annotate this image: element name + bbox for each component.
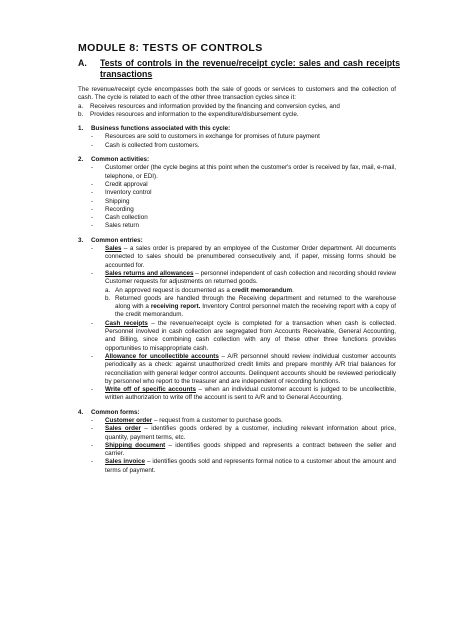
- section-2-number: 2.: [78, 156, 84, 164]
- section-3-number: 3.: [78, 236, 84, 244]
- list-item-text: Customer order (the cycle begins at this point when the customer's order is received by fax, mail, e-mail, telephone, or EDI).: [105, 164, 396, 180]
- section-a-letter: A.: [78, 58, 87, 68]
- section-2-heading-row: [78, 156, 396, 164]
- dash-marker: -: [91, 222, 94, 230]
- section-2-heading: Common activities:: [91, 156, 150, 164]
- list-item: [78, 198, 396, 206]
- dash-marker: -: [91, 197, 94, 205]
- entry-term: Sales returns and allowances: [105, 269, 194, 277]
- dash-marker: -: [91, 352, 94, 360]
- entry-text: [105, 353, 396, 386]
- list-item-text: Resources are sold to customers in exchange for promises of future payment: [105, 133, 320, 141]
- sub-item-bold-term: credit memorandum: [231, 286, 293, 294]
- list-item: [78, 133, 396, 141]
- form-term: Customer order: [105, 416, 153, 424]
- module-title: MODULE 8: TESTS OF CONTROLS: [78, 42, 263, 54]
- form-item-text: [105, 425, 396, 442]
- section-3-heading-row: [78, 237, 396, 245]
- form-description: – identifies goods ordered by a customer, including relevant information about price, quantity, payment terms, etc.: [105, 425, 396, 441]
- sub-item-marker: b.: [105, 294, 111, 302]
- form-term: Sales order: [105, 425, 141, 433]
- section-1-heading-row: [78, 125, 396, 133]
- entry-description: – personnel independent of cash collection and recording should review Customer requests for adjustments on returned goods.: [105, 269, 396, 286]
- list-item: [78, 222, 396, 230]
- sub-item-text-part: .: [292, 286, 294, 294]
- dash-marker: -: [91, 458, 94, 466]
- section-4-number: 4.: [78, 408, 84, 416]
- sub-item-text-part: Inventory Control personnel match the receiving report with a copy of the credit memorandum.: [115, 303, 397, 319]
- dash-marker: -: [91, 141, 94, 149]
- document-body: [78, 86, 396, 475]
- form-description: – identifies goods shipped and represents a contract between the seller and carrier.: [105, 441, 396, 458]
- list-item: [78, 206, 396, 214]
- form-description: – request from a customer to purchase goods.: [152, 416, 283, 424]
- section-4-heading: Common forms:: [91, 408, 140, 416]
- form-item: [78, 417, 396, 425]
- list-item-text: Recording: [105, 205, 134, 213]
- sub-item-text: [115, 287, 396, 295]
- sub-item-text-part: Returned goods are handled through the Receiving department and returned to the warehouse along with a: [115, 294, 396, 311]
- list-item: [78, 142, 396, 150]
- entry-term: Cash receipts: [105, 319, 148, 327]
- intro-item-text: Receives resources and information provided by the financing and conversion cycles, and: [90, 102, 340, 110]
- entry-write-off: [78, 386, 396, 403]
- form-term: Shipping document: [105, 441, 166, 449]
- sub-item: [78, 287, 396, 295]
- sub-item: [78, 295, 396, 320]
- list-item: [78, 214, 396, 222]
- dash-marker: -: [91, 214, 94, 222]
- intro-item: [78, 111, 396, 119]
- section-1-number: 1.: [78, 125, 84, 133]
- intro-item: [78, 103, 396, 111]
- sub-item-marker: a.: [105, 286, 111, 294]
- form-description: – identifies goods sold and represents formal notice to a customer about the amount and terms of payment.: [105, 458, 397, 474]
- dash-marker: -: [91, 189, 94, 197]
- entry-term: Sales: [105, 245, 122, 253]
- section-4-heading-row: [78, 409, 396, 417]
- entry-allowance: [78, 353, 396, 386]
- list-item: [78, 189, 396, 197]
- form-item-text: [105, 417, 396, 425]
- form-term: Sales invoice: [105, 458, 146, 466]
- dash-marker: -: [91, 245, 94, 253]
- list-item-text: Cash is collected from customers.: [105, 141, 200, 149]
- list-item-text: Inventory control: [105, 189, 152, 197]
- entry-sales-returns: [78, 270, 396, 287]
- dash-marker: -: [91, 133, 94, 141]
- list-item-text: Sales return: [105, 222, 139, 230]
- form-item-text: [105, 458, 396, 475]
- dash-marker: -: [91, 386, 94, 394]
- dash-marker: -: [91, 180, 94, 188]
- entry-sales: [78, 245, 396, 270]
- entry-text: [105, 320, 396, 353]
- dash-marker: -: [91, 425, 94, 433]
- dash-marker: -: [91, 164, 94, 172]
- intro-item-marker: b.: [78, 110, 84, 118]
- list-item: [78, 181, 396, 189]
- entry-description: – when an individual customer account is judged to be uncollectible, written authorization to write off the account is sent to A/R and to General Accounting.: [105, 386, 396, 402]
- section-3-heading: Common entries:: [91, 236, 143, 244]
- form-item: [78, 425, 396, 442]
- entry-description: – A/R personnel should review individual customer accounts periodically as a check: against unauthorized credit limits and prepare monthly A/R trial balances for reconciliation with general ledger control accounts. Delinquent accounts should be reviewed periodically by personnel who report to the treasurer and are independent of recording functions.: [105, 352, 396, 385]
- entry-term: Write off of specific accounts: [105, 386, 196, 394]
- list-item: [78, 164, 396, 181]
- sub-item-text: [115, 295, 396, 320]
- form-item: [78, 442, 396, 459]
- section-1-heading: Business functions associated with this cycle:: [91, 125, 231, 133]
- entry-description: – the revenue/receipt cycle is completed for a transaction when cash is collected. Personnel involved in cash collection are segregated from Accounts Receivable, General Accounting, and Billing, since combining cash collection with any of these other three functions provides opportunities to misappropriate cash.: [105, 319, 396, 352]
- intro-paragraph: The revenue/receipt cycle encompasses both the sale of goods or services to customers and the collection of cash. The cycle is related to each of the other three transaction cycles since it:: [78, 86, 396, 102]
- list-item-text: Shipping: [105, 197, 130, 205]
- entry-text: [105, 386, 396, 403]
- section-a-heading: Tests of controls in the revenue/receipt cycle: sales and cash receipts transactions: [100, 58, 400, 79]
- dash-marker: -: [91, 416, 94, 424]
- entry-term: Allowance for uncollectible accounts: [105, 352, 219, 360]
- form-item-text: [105, 442, 396, 459]
- intro-item-text: Provides resources and information to the expenditure/disbursement cycle.: [90, 110, 299, 118]
- dash-marker: -: [91, 205, 94, 213]
- sub-item-text-part: An approved request is documented as a: [115, 286, 232, 294]
- entry-description: – a sales order is prepared by an employee of the Customer Order department. All documents connected to sales should be prenumbered consecutively and, if paper, missing forms should be accounted for.: [105, 245, 396, 269]
- entry-cash-receipts: [78, 320, 396, 353]
- sub-item-bold-term: receiving report.: [150, 303, 201, 311]
- list-item-text: Cash collection: [105, 214, 148, 222]
- entry-text: [105, 245, 396, 270]
- dash-marker: -: [91, 269, 94, 277]
- list-item-text: Credit approval: [105, 180, 148, 188]
- form-item: [78, 458, 396, 475]
- intro-item-marker: a.: [78, 102, 84, 110]
- dash-marker: -: [91, 441, 94, 449]
- entry-text: [105, 270, 396, 287]
- dash-marker: -: [91, 319, 94, 327]
